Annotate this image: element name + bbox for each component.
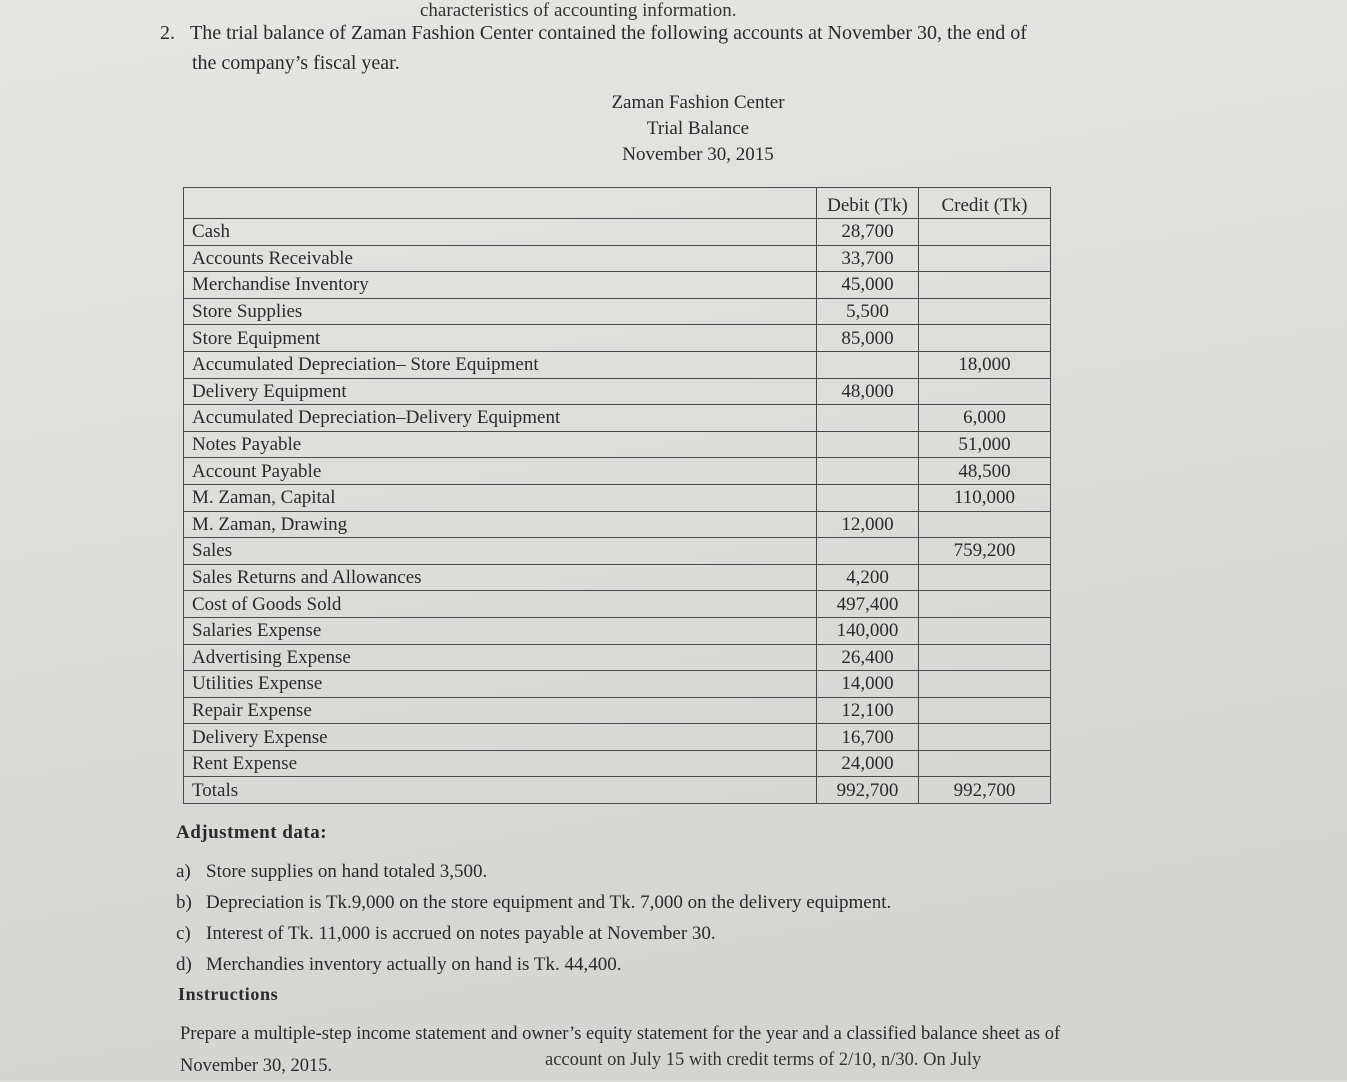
- item-letter: d): [176, 954, 192, 975]
- debit-cell: 5,500: [817, 298, 919, 325]
- cut-off-next-text: account on July 15 with credit terms of 2/10, n/30. On July: [545, 1050, 982, 1070]
- adjustment-list: [176, 856, 891, 980]
- table-row: [184, 351, 1051, 378]
- table-row: [184, 431, 1051, 458]
- credit-cell: [919, 724, 1051, 751]
- credit-cell: [919, 378, 1051, 405]
- account-cell: Accumulated Depreciation–Delivery Equipment: [184, 405, 817, 432]
- item-text: Depreciation is Tk.9,000 on the store equipment and Tk. 7,000 on the delivery equipment.: [206, 892, 892, 913]
- account-cell: M. Zaman, Capital: [184, 484, 817, 511]
- instructions-title: Instructions: [178, 984, 279, 1004]
- account-cell: Account Payable: [184, 458, 817, 485]
- credit-cell: [919, 511, 1051, 538]
- table-row: [184, 644, 1051, 671]
- table-row: [184, 671, 1051, 698]
- account-cell: Store Supplies: [184, 298, 817, 325]
- table-row: [184, 511, 1051, 538]
- account-cell: Accounts Receivable: [184, 245, 817, 272]
- credit-cell: [919, 671, 1051, 698]
- debit-header: Debit (Tk): [817, 188, 919, 219]
- account-cell: Repair Expense: [184, 697, 817, 724]
- debit-cell: 24,000: [817, 750, 919, 777]
- debit-cell: 85,000: [817, 325, 919, 352]
- credit-cell: 992,700: [919, 777, 1051, 804]
- item-text: Interest of Tk. 11,000 is accrued on notes payable at November 30.: [206, 923, 716, 944]
- credit-cell: [919, 245, 1051, 272]
- credit-cell: 6,000: [919, 405, 1051, 432]
- credit-cell: [919, 325, 1051, 352]
- debit-cell: 12,000: [817, 511, 919, 538]
- account-cell: Sales Returns and Allowances: [184, 564, 817, 591]
- debit-cell: 33,700: [817, 245, 919, 272]
- debit-cell: 14,000: [817, 671, 919, 698]
- debit-cell: 28,700: [817, 219, 919, 246]
- debit-cell: [817, 405, 919, 432]
- account-cell: Merchandise Inventory: [184, 272, 817, 299]
- account-cell: Advertising Expense: [184, 644, 817, 671]
- debit-cell: 26,400: [817, 644, 919, 671]
- credit-header: Credit (Tk): [919, 188, 1051, 219]
- debit-cell: 992,700: [817, 777, 919, 804]
- account-cell: Delivery Expense: [184, 724, 817, 751]
- credit-cell: [919, 617, 1051, 644]
- table-row: [184, 591, 1051, 618]
- debit-cell: 497,400: [817, 591, 919, 618]
- adjustment-title: Adjustment data:: [176, 822, 328, 843]
- credit-cell: 51,000: [919, 431, 1051, 458]
- credit-cell: [919, 750, 1051, 777]
- debit-cell: 45,000: [817, 272, 919, 299]
- debit-cell: 12,100: [817, 697, 919, 724]
- account-cell: M. Zaman, Drawing: [184, 511, 817, 538]
- item-text: Store supplies on hand totaled 3,500.: [206, 861, 488, 882]
- debit-cell: [817, 538, 919, 565]
- list-item: [176, 887, 891, 918]
- debit-cell: 4,200: [817, 564, 919, 591]
- table-row: [184, 378, 1051, 405]
- account-cell: Salaries Expense: [184, 617, 817, 644]
- account-cell: Rent Expense: [184, 750, 817, 777]
- table-row: [184, 298, 1051, 325]
- account-header: [184, 188, 817, 219]
- credit-cell: [919, 298, 1051, 325]
- table-row: [184, 245, 1051, 272]
- item-letter: b): [176, 892, 192, 913]
- debit-cell: 140,000: [817, 617, 919, 644]
- statement-title: Trial Balance: [646, 118, 750, 139]
- table-row: [184, 750, 1051, 777]
- question-text-line2: the company’s fiscal year.: [192, 52, 400, 74]
- debit-cell: [817, 351, 919, 378]
- credit-cell: 18,000: [919, 351, 1051, 378]
- account-cell: Accumulated Depreciation– Store Equipment: [184, 351, 817, 378]
- table-header-row: [184, 188, 1051, 219]
- statement-date: November 30, 2015: [622, 144, 774, 165]
- table-row: [184, 484, 1051, 511]
- account-cell: Utilities Expense: [184, 671, 817, 698]
- account-cell: Cash: [184, 219, 817, 246]
- table-row: [184, 724, 1051, 751]
- table-row: [184, 405, 1051, 432]
- instructions-text: Prepare a multiple-step income statement and owner’s equity statement for the year and a classified balance sheet as of November 30, 2015.: [180, 1024, 1061, 1076]
- table-row: [184, 219, 1051, 246]
- trial-balance-table: [183, 187, 1051, 804]
- credit-cell: [919, 697, 1051, 724]
- credit-cell: 759,200: [919, 538, 1051, 565]
- account-cell: Delivery Equipment: [184, 378, 817, 405]
- question-number: 2.: [160, 22, 175, 44]
- question-2: [160, 18, 1080, 78]
- credit-cell: [919, 272, 1051, 299]
- list-item: [176, 918, 891, 949]
- credit-cell: [919, 644, 1051, 671]
- credit-cell: 48,500: [919, 458, 1051, 485]
- credit-cell: [919, 219, 1051, 246]
- trial-balance-body: [184, 219, 1051, 804]
- cut-off-previous-text: characteristics of accounting information.: [420, 0, 737, 21]
- table-row: [184, 777, 1051, 804]
- debit-cell: 16,700: [817, 724, 919, 751]
- debit-cell: 48,000: [817, 378, 919, 405]
- table-row: [184, 617, 1051, 644]
- table-row: [184, 272, 1051, 299]
- account-cell: Totals: [184, 777, 817, 804]
- table-row: [184, 538, 1051, 565]
- company-name: Zaman Fashion Center: [611, 92, 785, 113]
- table-row: [184, 458, 1051, 485]
- account-cell: Sales: [184, 538, 817, 565]
- debit-cell: [817, 431, 919, 458]
- credit-cell: [919, 564, 1051, 591]
- credit-cell: [919, 591, 1051, 618]
- table-row: [184, 697, 1051, 724]
- table-row: [184, 564, 1051, 591]
- account-cell: Notes Payable: [184, 431, 817, 458]
- account-cell: Store Equipment: [184, 325, 817, 352]
- list-item: [176, 856, 891, 887]
- item-text: Merchandies inventory actually on hand is Tk. 44,400.: [206, 954, 622, 975]
- debit-cell: [817, 484, 919, 511]
- question-text-line1: The trial balance of Zaman Fashion Center contained the following accounts at November 30, the end of: [190, 22, 1027, 44]
- account-cell: Cost of Goods Sold: [184, 591, 817, 618]
- list-item: [176, 949, 891, 980]
- table-row: [184, 325, 1051, 352]
- item-letter: a): [176, 861, 191, 882]
- debit-cell: [817, 458, 919, 485]
- credit-cell: 110,000: [919, 484, 1051, 511]
- item-letter: c): [176, 923, 191, 944]
